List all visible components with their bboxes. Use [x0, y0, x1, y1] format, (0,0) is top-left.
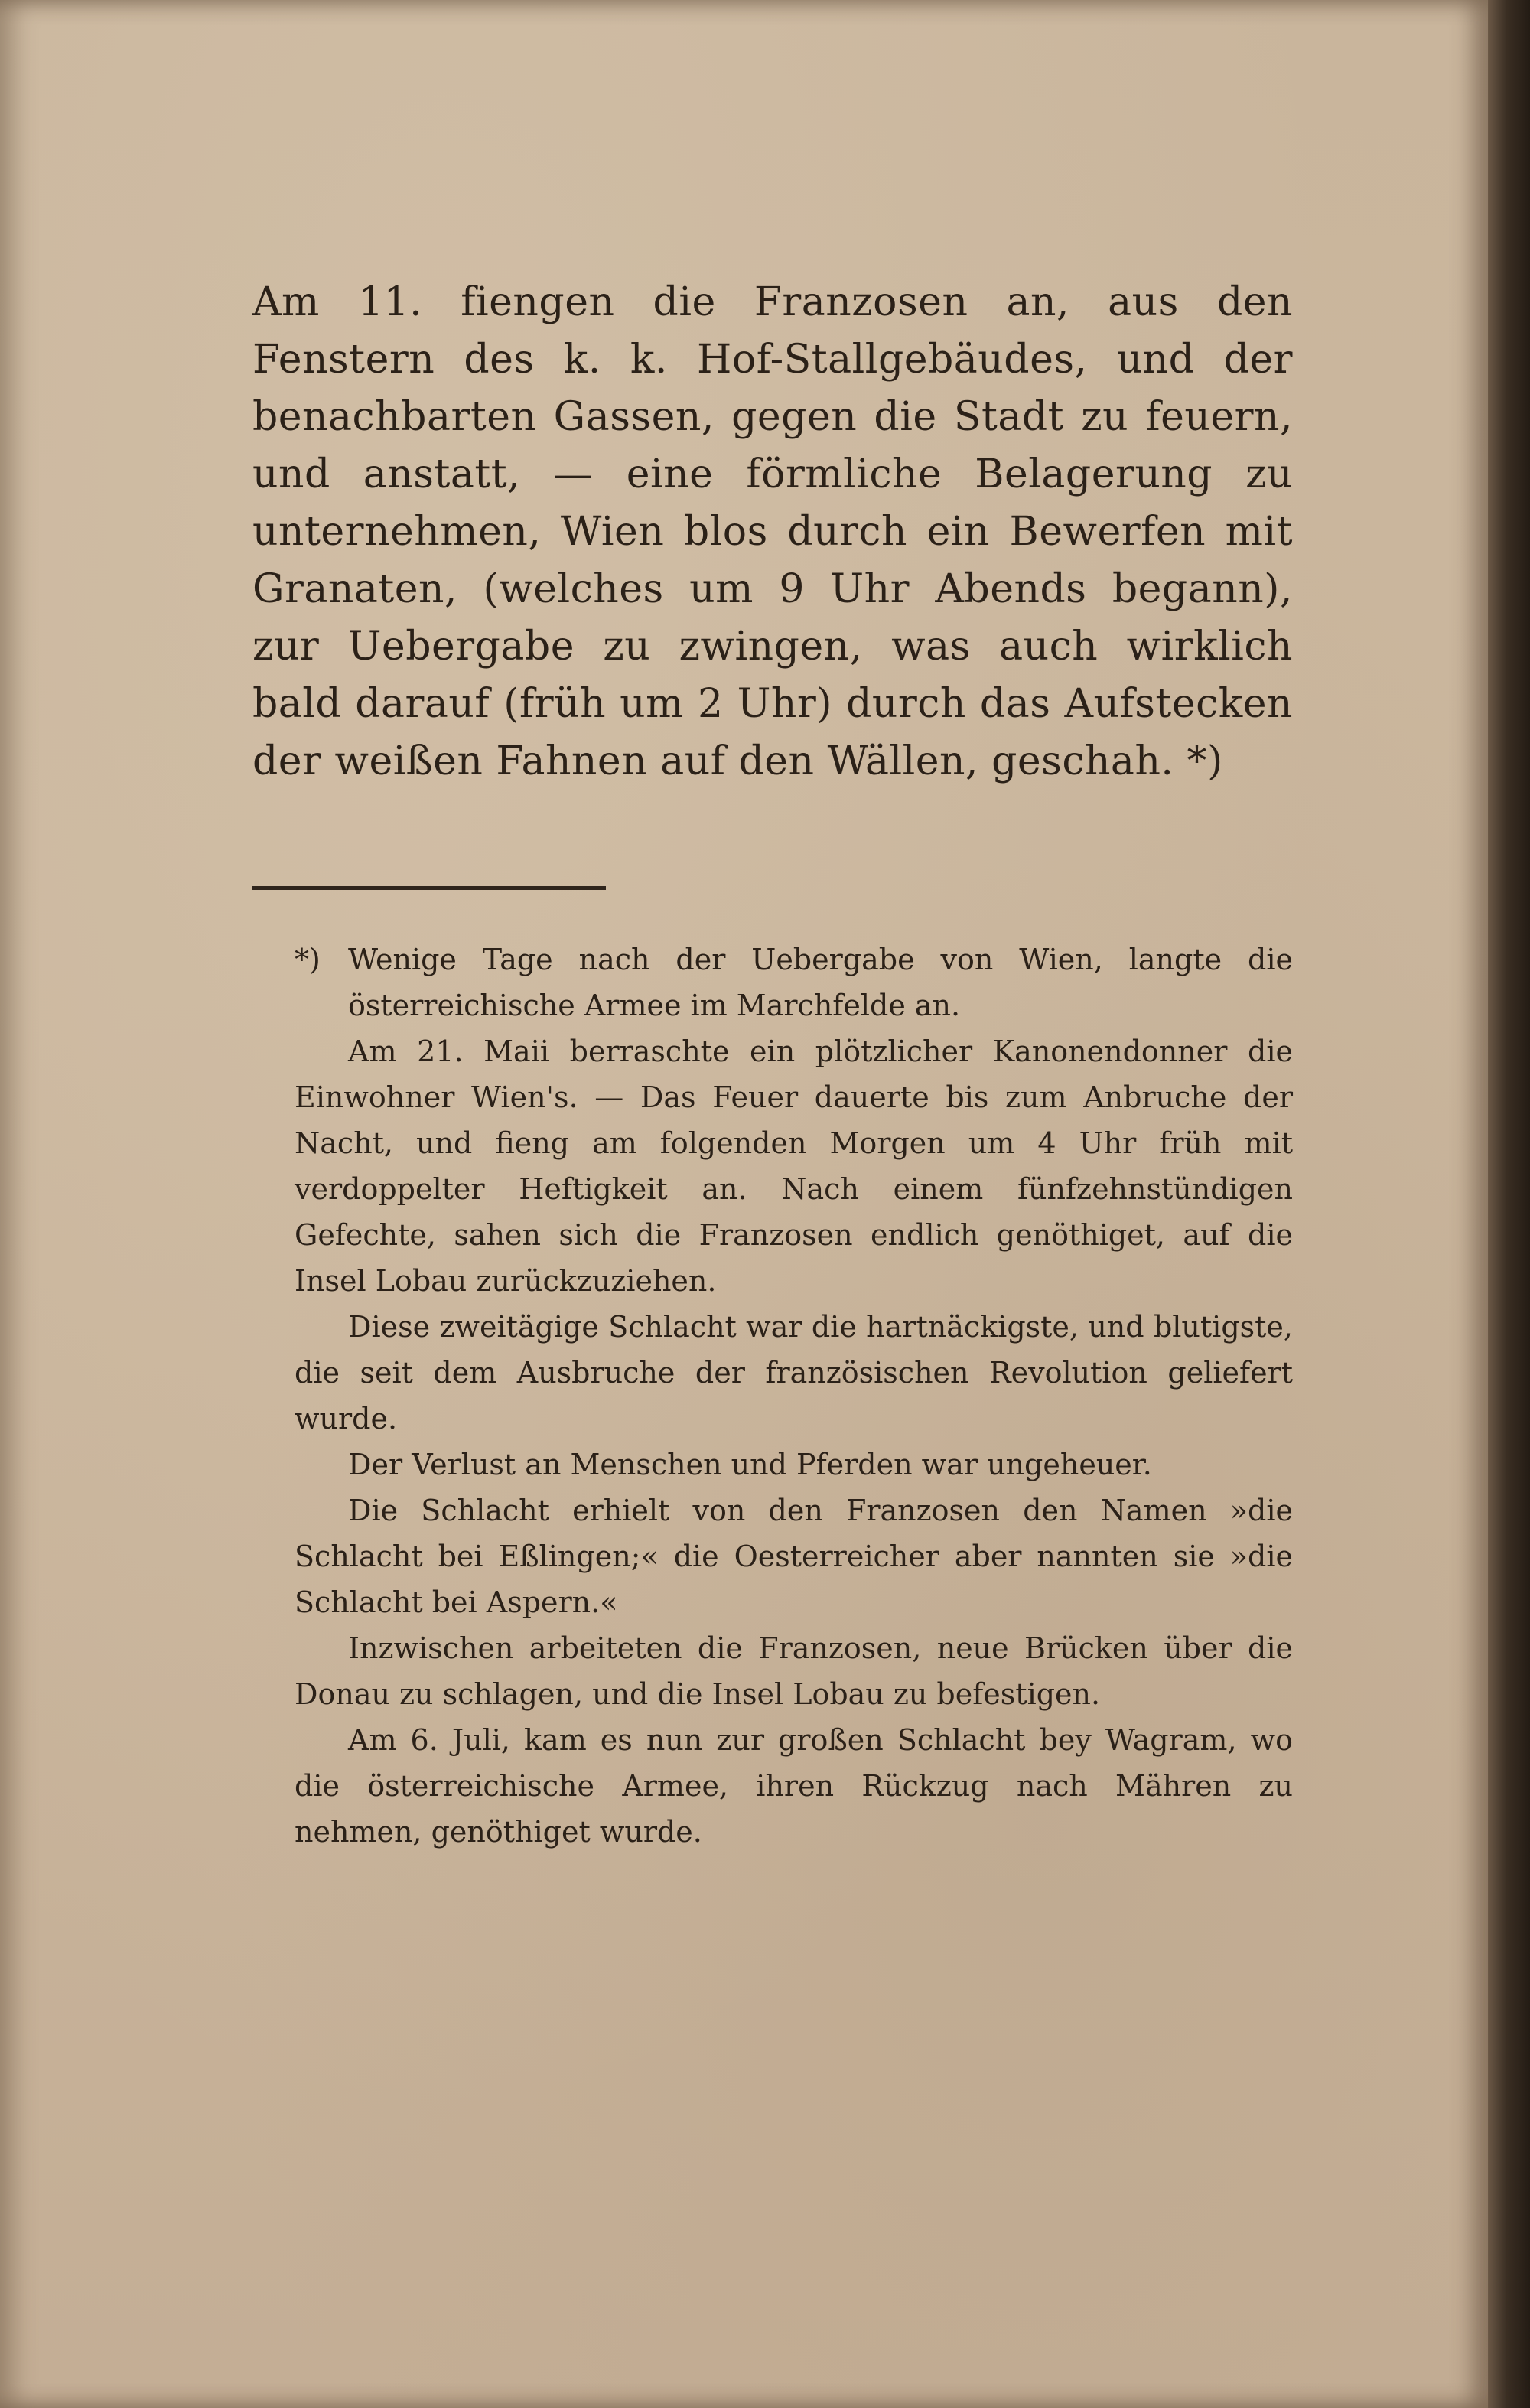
footnote-paragraph-7: Am 6. Juli, kam es nun zur großen Schlacht bey Wagram, wo die österreichische Armee, ihren Rückzug nach Mähren zu nehmen, genöthiget wurde. [295, 1723, 1293, 1849]
footnote-paragraph-1 [295, 937, 1293, 1028]
footnote-paragraph-6: Inzwischen arbeiteten die Franzosen, neue Brücken über die Donau zu schlagen, und die Insel Lobau zu befestigen. [295, 1631, 1293, 1711]
book-spine-shadow [1488, 0, 1530, 2408]
footnote-paragraph-3: Diese zweitägige Schlacht war die hartnäckigste, und blutigste, die seit dem Ausbruche der französischen Revolution geliefert wurde. [295, 1310, 1293, 1435]
main-paragraph: Am 11. fiengen die Franzosen an, aus den Fenstern des k. k. Hof-Stallgebäudes, und der benachbarten Gassen, gegen die Stadt zu feuern, und anstatt, — eine förmliche Belagerung zu unternehmen, Wien blos durch ein Bewerfen mit Granaten, (welches um 9 Uhr Abends begann), zur Uebergabe zu zwingen, was auch wirklich bald darauf (früh um 2 Uhr) durch das Aufstecken der weißen Fahnen auf den Wällen, geschah. *) [252, 279, 1293, 784]
footnote-paragraph-2: Am 21. Maii berraschte ein plötzlicher Kanonendonner die Einwohner Wien's. — Das Feuer dauerte bis zum Anbruche der Nacht, und fieng am folgenden Morgen um 4 Uhr früh mit verdoppelter Heftigkeit an. Nach einem fünfzehnstündigen Gefechte, sahen sich die Franzosen endlich genöthiget, auf die Insel Lobau zurückzuziehen. [295, 1035, 1293, 1298]
footnote-paragraph-4: Der Verlust an Menschen und Pferden war ungeheuer. [348, 1448, 1152, 1481]
footnote-block [295, 937, 1293, 1855]
footnote-paragraph-5: Die Schlacht erhielt von den Franzosen den Namen »die Schlacht bei Eßlingen;« die Oesterreicher aber nannten sie »die Schlacht bei Aspern.« [295, 1494, 1293, 1619]
footnote-marker: *) [295, 943, 321, 976]
footnote-separator-rule [252, 886, 606, 890]
footnote-paragraph-1-text: Wenige Tage nach der Uebergabe von Wien, langte die österreichische Armee im Marchfelde an. [348, 943, 1293, 1022]
